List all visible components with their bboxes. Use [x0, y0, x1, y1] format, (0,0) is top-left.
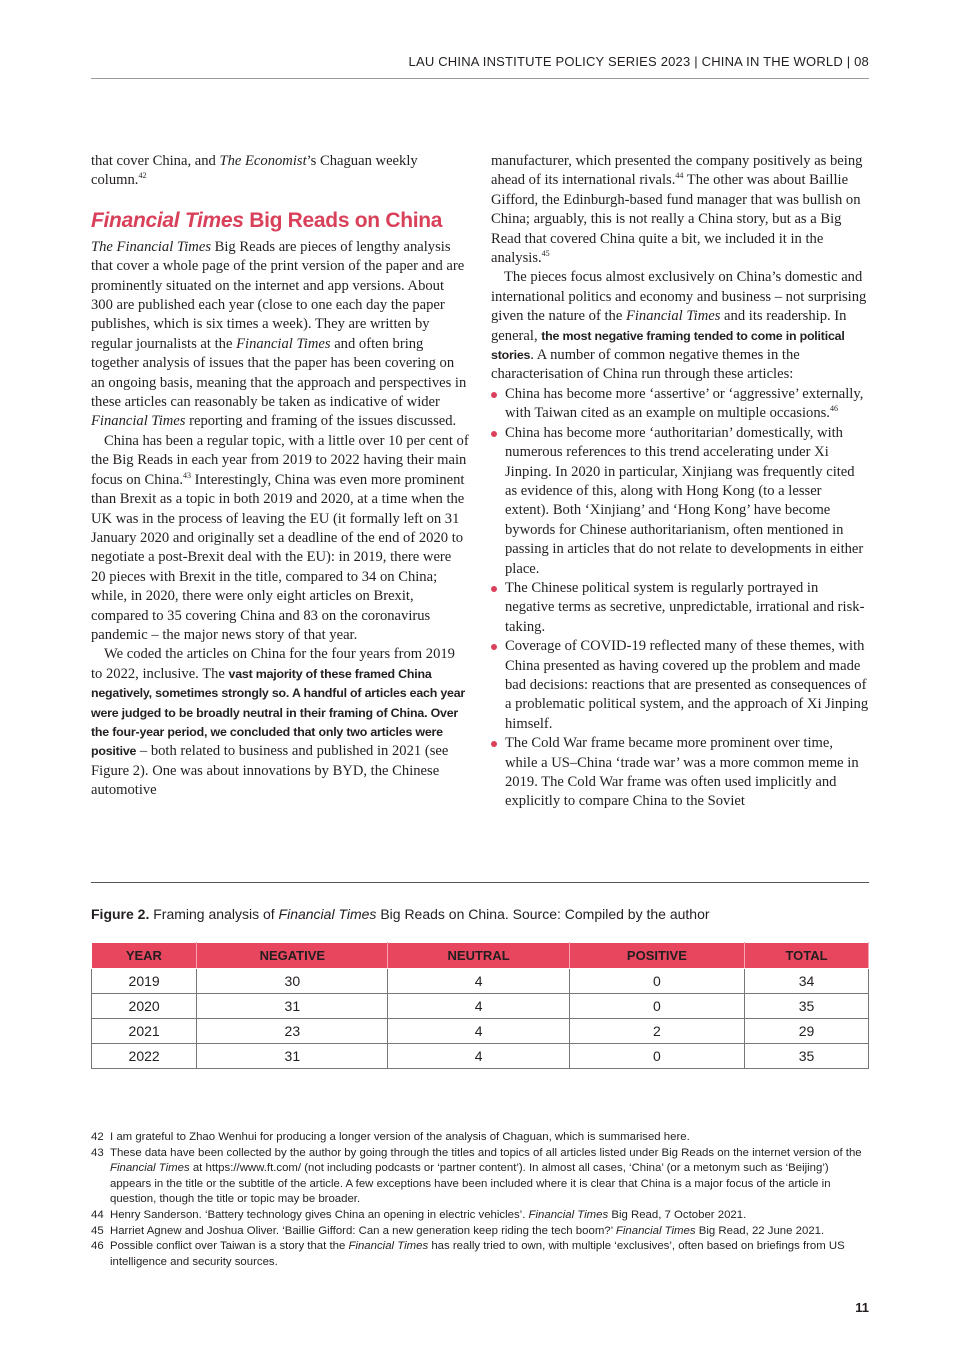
footnote-ref[interactable]: 44	[675, 171, 684, 181]
table-cell: 0	[569, 994, 744, 1019]
table-row	[92, 1019, 869, 1044]
list-item: The Cold War frame became more prominent over time, while a US–China ‘trade war’ was a more common meme in 2019. The Cold War frame was often used implicitly and explicitly to compare China to the Soviet	[491, 734, 869, 812]
column-header-total: TOTAL	[745, 943, 869, 969]
list-item: The Chinese political system is regularly portrayed in negative terms as secretive, unpredictable, irrational and risk-taking.	[491, 579, 869, 637]
table-cell: 35	[745, 994, 869, 1019]
footnote-ref[interactable]: 45	[541, 249, 550, 259]
table-cell: 34	[745, 969, 869, 994]
section-heading: Financial Times Big Reads on China	[91, 208, 443, 232]
page-number: 11	[855, 1300, 869, 1315]
column-header-positive: POSITIVE	[569, 943, 744, 969]
table-cell: 2020	[92, 994, 197, 1019]
table-cell: 29	[745, 1019, 869, 1044]
table-header-row	[92, 943, 869, 969]
table-row	[92, 994, 869, 1019]
footnote-46: 46 Possible conflict over Taiwan is a story that the Financial Times has really tried to own, with multiple ‘exclusives’, often based on briefings from US intelligence and security sources.	[91, 1240, 845, 1268]
paragraph-focus: The pieces focus almost exclusively on China’s domestic and international politics and economy and business – not surprising given the nature of the Financial Times and its readership. In general, the most negative framing tended to come in political stories. A number of common negative themes in the characterisation of China run through these articles:	[491, 269, 867, 383]
footnote-44: 44 Henry Sanderson. ‘Battery technology gives China an opening in electric vehicles’. Financial Times Big Read, 7 October 2021.	[91, 1208, 747, 1221]
bullet-icon	[491, 392, 497, 398]
table-cell: 4	[388, 1019, 569, 1044]
paragraph-coding: We coded the articles on China for the four years from 2019 to 2022, inclusive. The vast majority of these framed China negatively, sometimes strongly so. A handful of articles each year were judged to be broadly neutral in their framing of China. Over the four-year period, we concluded that only two articles were positive – both related to business and published in 2021 (see Figure 2). One was about innovations by BYD, the Chinese automotive	[91, 646, 466, 799]
figure-divider	[91, 882, 869, 883]
table-cell: 2	[569, 1019, 744, 1044]
table-cell: 4	[388, 994, 569, 1019]
table-cell: 31	[197, 994, 388, 1019]
column-header-negative: NEGATIVE	[197, 943, 388, 969]
right-column	[491, 152, 869, 812]
table-cell: 0	[569, 969, 744, 994]
column-header-neutral: NEUTRAL	[388, 943, 569, 969]
footnote-42: 42 I am grateful to Zhao Wenhui for producing a longer version of the analysis of Chaguan, which is summarised here.	[91, 1131, 690, 1143]
paragraph-big-reads: The Financial Times Big Reads are pieces of lengthy analysis that cover a whole page of the print version of the paper and are prominently situated on the internet and app versions. About 300 are published each year (close to one each day the paper publishes, which is six times a week). They are written by regular journalists at the Financial Times and often bring together analysis of issues that the paper has been covering on an ongoing basis, meaning that the approach and perspectives in these articles can reasonably be taken as indicative of wider Financial Times reporting and framing of the issues discussed.	[91, 238, 467, 430]
bullet-icon	[491, 644, 497, 650]
table-cell: 0	[569, 1044, 744, 1069]
bullet-icon	[491, 741, 497, 747]
table-cell: 30	[197, 969, 388, 994]
table-cell: 35	[745, 1044, 869, 1069]
footnote-43: 43 These data have been collected by the author by going through the titles and topics of all articles listed under Big Reads on the internet version of the Financial Times at https://www.ft.com/ (not including podcasts or ‘partner content’). In almost all cases, ‘China’ (or a metonym such as ‘Beijing’) appears in the title or the subtitle of the article. A few exceptions have been included where it is clear that China is a major focus of the article in question, though the title or topic may be broader.	[91, 1146, 862, 1206]
themes-list	[491, 385, 869, 812]
list-item: China has become more ‘authoritarian’ domestically, with numerous references to this trend accelerating under Xi Jinping. In 2020 in particular, Xinjiang was frequently cited as evidence of this, along with Hong Kong (to a lesser extent). Both ‘Xinjiang’ and ‘Hong Kong’ have become bywords for Chinese authoritarianism, often mentioned in passing in articles that do not relate to developments in either place.	[491, 424, 869, 579]
table-cell: 2019	[92, 969, 197, 994]
table-row	[92, 969, 869, 994]
figure-caption: Figure 2. Framing analysis of Financial Times Big Reads on China. Source: Compiled by the author	[91, 906, 710, 922]
table-cell: 4	[388, 1044, 569, 1069]
footnotes	[91, 1130, 869, 1270]
footnote-ref[interactable]: 46	[829, 404, 838, 414]
table-cell: 4	[388, 969, 569, 994]
bullet-icon	[491, 431, 497, 437]
list-item: China has become more ‘assertive’ or ‘aggressive’ externally, with Taiwan cited as an example on multiple occasions.$^{46}$	[491, 385, 869, 424]
framing-table	[91, 942, 869, 1069]
table-cell: 31	[197, 1044, 388, 1069]
table-row	[92, 1044, 869, 1069]
footnote-ref[interactable]: 42	[138, 171, 147, 181]
running-header: LAU CHINA INSTITUTE POLICY SERIES 2023 | CHINA IN THE WORLD | 08	[408, 54, 869, 69]
table-cell: 23	[197, 1019, 388, 1044]
header-divider	[91, 78, 869, 79]
table-cell: 2021	[92, 1019, 197, 1044]
paragraph-byd-continued: manufacturer, which presented the company positively as being ahead of its international rivals.$^{44}$ The other was about Baillie Gifford, the Edinburgh-based fund manager that was bullish on China; arguably, this is not really a China story, but as a Big Read that covered China quite a bit, we included it in the analysis.$^{45}$	[491, 153, 863, 267]
paragraph-intro-continued: that cover China, and The Economist’s Chaguan weekly column.$^{42}$	[91, 153, 418, 189]
list-item: Coverage of COVID-19 reflected many of these themes, with China presented as having covered up the problem and made bad decisions: reactions that are presented as consequences of a problematic political system, and the approach of Xi Jinping himself.	[491, 637, 869, 734]
footnote-ref[interactable]: 43	[183, 470, 192, 480]
paragraph-china-topic: China has been a regular topic, with a little over 10 per cent of the Big Reads in each year from 2019 to 2022 having their main focus on China.$^{43}$ Interestingly, China was even more prominent than Brexit as a topic in both 2019 and 2020, at a time when the UK was in the process of leaving the EU (it formally left on 31 January 2020 and originally set a deadline of the end of 2020 to negotiate a post-Brexit deal with the EU): in 2019, there were 20 pieces with Brexit in the title, compared to 34 on China; while, in 2020, there were only eight articles on Brexit, compared to 35 covering China and 83 on the coronavirus pandemic – the major news story of that year.	[91, 432, 469, 643]
bullet-icon	[491, 586, 497, 592]
column-header-year: YEAR	[92, 943, 197, 969]
table-cell: 2022	[92, 1044, 197, 1069]
left-column	[91, 152, 469, 801]
footnote-45: 45 Harriet Agnew and Joshua Oliver. ‘Baillie Gifford: Can a new generation keep riding the tech boom?’ Financial Times Big Read, 22 June 2021.	[91, 1224, 825, 1237]
